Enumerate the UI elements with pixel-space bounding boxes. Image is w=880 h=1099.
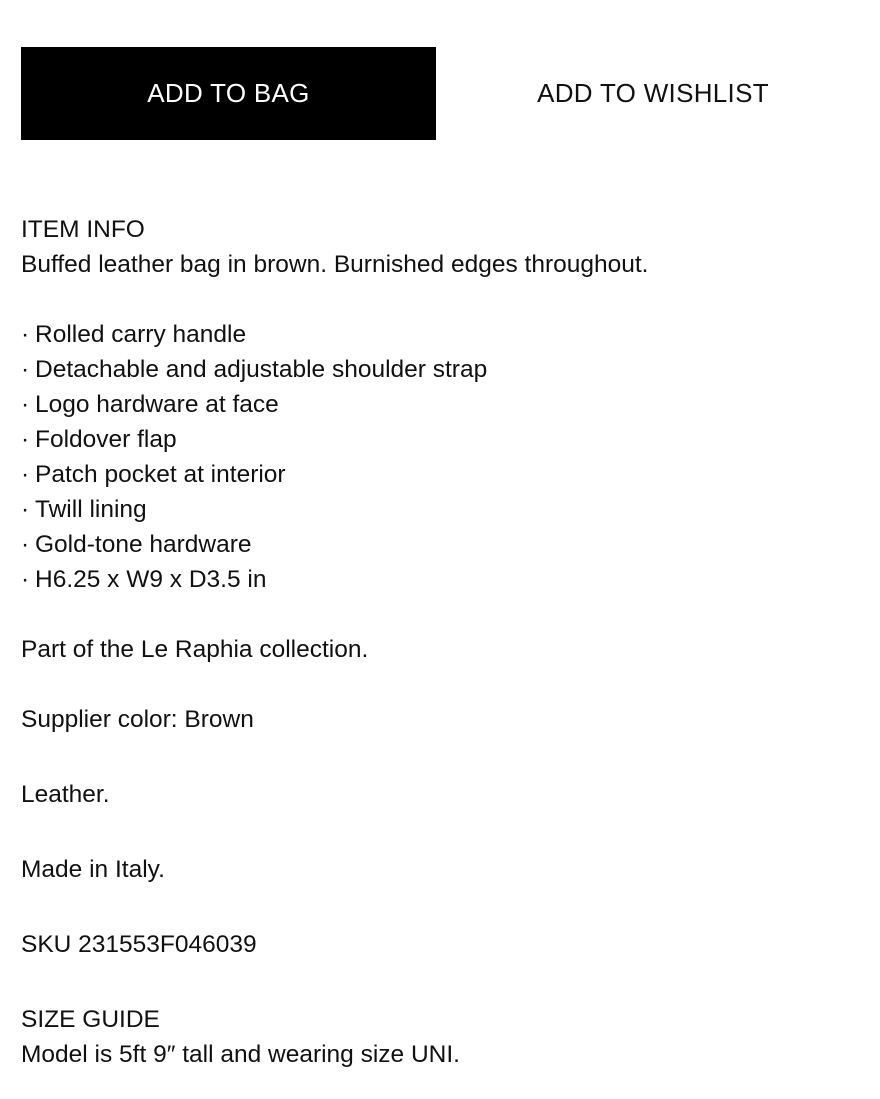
feature-item [21, 492, 861, 527]
size-guide-heading: SIZE GUIDE [21, 1006, 160, 1033]
feature-text: H6.25 x W9 x D3.5 in [35, 566, 267, 593]
feature-item [21, 527, 861, 562]
supplier-color: Supplier color: Brown [21, 706, 254, 733]
bullet-marker: · [21, 461, 30, 488]
feature-item [21, 422, 861, 457]
feature-text: Logo hardware at face [35, 391, 279, 418]
add-to-wishlist-button[interactable]: ADD TO WISHLIST [436, 47, 870, 140]
size-guide-text: Model is 5ft 9″ tall and wearing size UNI. [21, 1041, 460, 1068]
feature-item [21, 352, 861, 387]
bullet-marker: · [21, 356, 30, 383]
bullet-marker: · [21, 321, 30, 348]
feature-text: Rolled carry handle [35, 321, 247, 348]
feature-item [21, 457, 861, 492]
product-actions [21, 47, 861, 140]
bullet-marker: · [21, 531, 30, 558]
bullet-marker: · [21, 496, 30, 523]
feature-item [21, 317, 861, 352]
bullet-marker: · [21, 426, 30, 453]
add-to-bag-button[interactable]: ADD TO BAG [21, 47, 436, 140]
feature-text: Foldover flap [35, 426, 177, 453]
item-info-heading: ITEM INFO [21, 216, 145, 243]
feature-text: Detachable and adjustable shoulder strap [35, 356, 488, 383]
material-info: Leather. [21, 781, 110, 808]
feature-text: Patch pocket at interior [35, 461, 286, 488]
feature-text: Gold-tone hardware [35, 531, 252, 558]
sku-info: SKU 231553F046039 [21, 931, 257, 958]
bullet-marker: · [21, 391, 30, 418]
feature-text: Twill lining [35, 496, 147, 523]
bullet-marker: · [21, 566, 30, 593]
feature-list [21, 317, 861, 597]
origin-info: Made in Italy. [21, 856, 165, 883]
feature-item [21, 387, 861, 422]
item-description: Buffed leather bag in brown. Burnished edges throughout. [21, 251, 649, 278]
collection-note: Part of the Le Raphia collection. [21, 636, 369, 663]
item-info-section [21, 212, 861, 1072]
feature-item [21, 562, 861, 597]
